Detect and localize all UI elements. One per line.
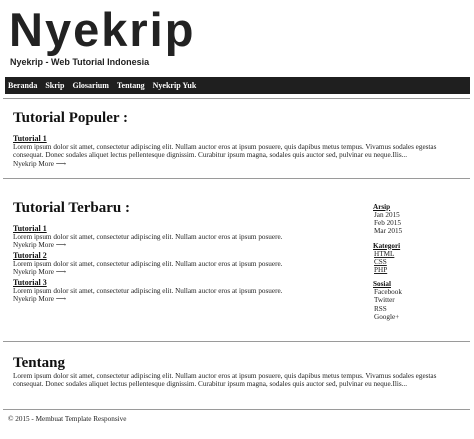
social-item[interactable] bbox=[374, 296, 463, 304]
post-excerpt: Lorem ipsum dolor sit amet, consectetur adipiscing elit. Nullam auctor eros at ipsum posuere, quis dapibus metus tempus. Vivamus sodales egestas consequat. Donec sodales aliquet lectus pellentesque dignissim. Curabitur ipsum magna, sodales quis auctor sed, pulvinar eu neque.Ilis... bbox=[13, 143, 437, 160]
nav-item-nyekrip-yuk[interactable]: Nyekrip Yuk bbox=[152, 81, 197, 90]
nav-item-skrip[interactable]: Skrip bbox=[45, 81, 65, 90]
sidebar bbox=[373, 203, 463, 327]
post-title-link[interactable]: Tutorial 1 bbox=[13, 134, 47, 143]
social-link-rss[interactable]: RSS bbox=[374, 304, 387, 313]
site-logo[interactable]: Nyekrip bbox=[9, 3, 196, 56]
post-title-link[interactable]: Tutorial 2 bbox=[13, 250, 47, 260]
site-footer: © 2015 - Membuat Template Responsive bbox=[8, 415, 127, 423]
latest-heading: Tutorial Terbaru : bbox=[13, 200, 130, 216]
nav-list bbox=[5, 77, 470, 94]
social-item[interactable] bbox=[374, 305, 463, 313]
social-list bbox=[374, 288, 463, 321]
popular-heading: Tutorial Populer : bbox=[13, 110, 129, 126]
about-heading: Tentang bbox=[13, 355, 65, 371]
category-heading: Kategori bbox=[373, 241, 401, 250]
nav-item-beranda[interactable]: Beranda bbox=[8, 81, 38, 90]
site-tagline: Nyekrip - Web Tutorial Indonesia bbox=[10, 57, 150, 67]
main-nav bbox=[5, 77, 470, 94]
social-heading: Sosial bbox=[373, 280, 391, 289]
social-link-twitter[interactable]: Twitter bbox=[374, 296, 395, 305]
category-list bbox=[374, 250, 463, 275]
post-excerpt: Lorem ipsum dolor sit amet, consectetur adipiscing elit. Nullam auctor eros at ipsum posuere. bbox=[13, 259, 283, 268]
category-item[interactable] bbox=[374, 266, 463, 274]
archive-heading: Arsip bbox=[373, 203, 391, 211]
category-link[interactable]: CSS bbox=[374, 257, 387, 266]
divider bbox=[3, 178, 470, 179]
social-item[interactable] bbox=[374, 313, 463, 321]
category-item[interactable] bbox=[374, 258, 463, 266]
read-more-link[interactable]: Nyekrip More ⟶ bbox=[13, 295, 67, 304]
category-link[interactable]: HTML bbox=[374, 249, 395, 258]
about-text: Lorem ipsum dolor sit amet, consectetur adipiscing elit. Nullam auctor eros at ipsum posuere, quis dapibus metus tempus. Vivamus sodales egestas consequat. Donec sodales aliquet lectus pellentesque dignissim. Curabitur ipsum magna, sodales quis auctor sed, pulvinar eu neque.Ilis... bbox=[13, 372, 437, 389]
post-excerpt: Lorem ipsum dolor sit amet, consectetur adipiscing elit. Nullam auctor eros at ipsum posuere. bbox=[13, 286, 283, 295]
archive-item[interactable] bbox=[374, 219, 463, 227]
category-link[interactable]: PHP bbox=[374, 266, 388, 275]
nav-item-glosarium[interactable]: Glosarium bbox=[72, 81, 109, 90]
archive-link[interactable]: Jan 2015 bbox=[374, 211, 400, 219]
read-more-link[interactable]: Nyekrip More ⟶ bbox=[13, 159, 67, 168]
category-item[interactable] bbox=[374, 250, 463, 258]
archive-link[interactable]: Mar 2015 bbox=[374, 227, 403, 236]
about-section bbox=[5, 355, 469, 389]
read-more-link[interactable]: Nyekrip More ⟶ bbox=[13, 241, 67, 250]
divider bbox=[3, 341, 470, 342]
post-title-link[interactable]: Tutorial 3 bbox=[13, 277, 47, 287]
social-link-facebook[interactable]: Facebook bbox=[374, 288, 402, 297]
divider bbox=[3, 98, 470, 99]
social-item[interactable] bbox=[374, 288, 463, 296]
divider bbox=[3, 409, 470, 410]
nav-item-tentang[interactable]: Tentang bbox=[116, 81, 145, 90]
social-link-google-plus[interactable]: Google+ bbox=[374, 312, 400, 321]
archive-item[interactable] bbox=[374, 211, 463, 219]
archive-list bbox=[374, 211, 463, 236]
read-more-link[interactable]: Nyekrip More ⟶ bbox=[13, 268, 67, 277]
post-excerpt: Lorem ipsum dolor sit amet, consectetur adipiscing elit. Nullam auctor eros at ipsum posuere. bbox=[13, 233, 283, 241]
popular-section bbox=[5, 110, 469, 168]
archive-link[interactable]: Feb 2015 bbox=[374, 219, 401, 228]
post-title-link[interactable]: Tutorial 1 bbox=[13, 224, 47, 233]
site-header bbox=[0, 0, 474, 80]
archive-item[interactable] bbox=[374, 227, 463, 235]
